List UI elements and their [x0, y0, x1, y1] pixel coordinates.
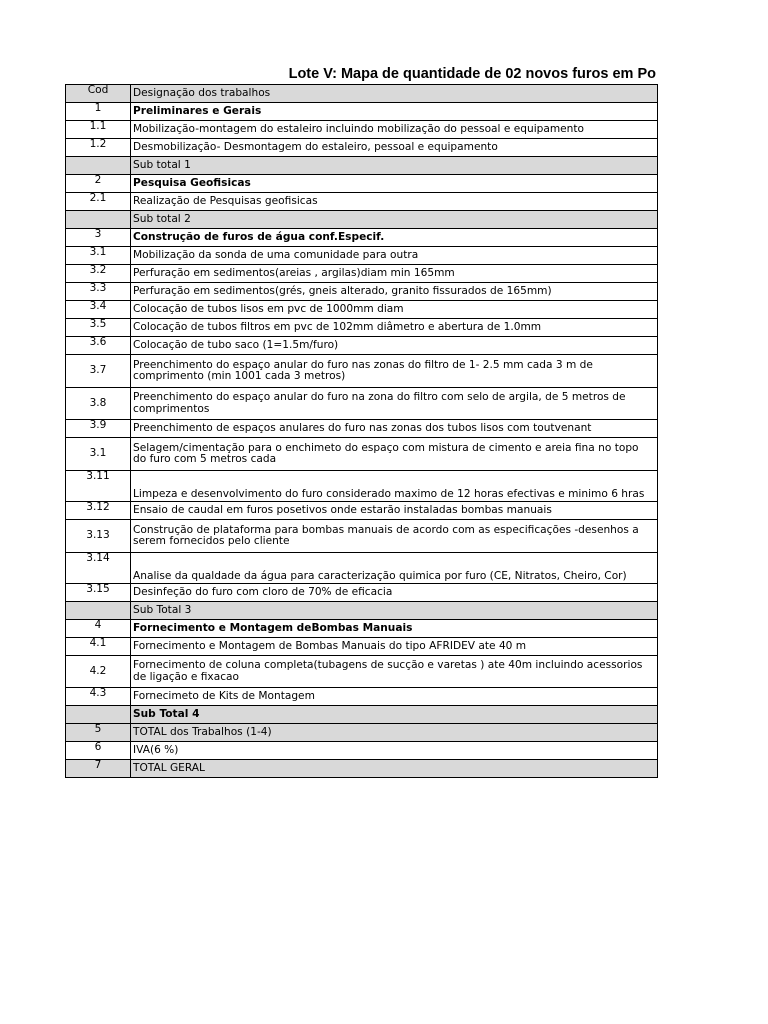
table-row [66, 265, 658, 283]
cell-cod [66, 157, 131, 175]
cell-cod: 1 [66, 103, 131, 121]
cell-designacao: Sub Total 4 [131, 706, 658, 724]
table-row [66, 337, 658, 355]
table-row [66, 103, 658, 121]
cell-cod: 2 [66, 175, 131, 193]
table-row [66, 175, 658, 193]
cell-cod: 3.15 [66, 584, 131, 602]
cell-cod: 3 [66, 229, 131, 247]
cell-cod: 3.6 [66, 337, 131, 355]
table-row [66, 319, 658, 337]
table-row [66, 471, 658, 502]
cell-cod: 3.12 [66, 502, 131, 520]
cell-designacao: Preenchimento do espaço anular do furo nas zonas do filtro de 1- 2.5 mm cada 3 m de comprimento (min 1001 cada 3 metros) [131, 355, 658, 388]
cell-designacao: Sub Total 3 [131, 602, 658, 620]
cell-cod [66, 211, 131, 229]
cell-designacao: Preenchimento do espaço anular do furo na zona do filtro com selo de argila, de 5 metros de comprimentos [131, 388, 658, 420]
cell-designacao: Construção de furos de água conf.Especif. [131, 229, 658, 247]
cell-designacao: TOTAL dos Trabalhos (1-4) [131, 724, 658, 742]
cell-cod: 3.3 [66, 283, 131, 301]
table-row [66, 283, 658, 301]
header-cod: Cod [66, 85, 131, 103]
table-row [66, 620, 658, 638]
cell-cod: 3.8 [66, 388, 131, 420]
table-header-row [66, 85, 658, 103]
cell-designacao: Perfuração em sedimentos(grés, gneis alterado, granito fissurados de 165mm) [131, 283, 658, 301]
cell-cod: 1.2 [66, 139, 131, 157]
table-row [66, 420, 658, 438]
subtotal-row [66, 706, 658, 724]
total-row [66, 760, 658, 778]
table-row [66, 584, 658, 602]
cell-designacao: Selagem/cimentação para o enchimeto do espaço com mistura de cimento e areia fina no topo do furo com 5 metros cada [131, 438, 658, 471]
cell-cod: 3.9 [66, 420, 131, 438]
cell-designacao: Desinfeção do furo com cloro de 70% de eficacia [131, 584, 658, 602]
cell-designacao: Colocação de tubos filtros em pvc de 102mm diâmetro e abertura de 1.0mm [131, 319, 658, 337]
cell-cod: 7 [66, 760, 131, 778]
cell-cod [66, 602, 131, 620]
table-row [66, 520, 658, 553]
cell-cod: 3.1 [66, 247, 131, 265]
cell-designacao: Fornecimento e Montagem deBombas Manuais [131, 620, 658, 638]
cell-cod: 6 [66, 742, 131, 760]
cell-cod: 3.1 [66, 438, 131, 471]
cell-designacao: Limpeza e desenvolvimento do furo considerado maximo de 12 horas efectivas e minimo 6 hras [131, 471, 658, 502]
cell-cod [66, 706, 131, 724]
cell-designacao: TOTAL GERAL [131, 760, 658, 778]
cell-designacao: Pesquisa Geofisicas [131, 175, 658, 193]
cell-designacao: Preenchimento de espaços anulares do furo nas zonas dos tubos lisos com toutvenant [131, 420, 658, 438]
cell-designacao: Preliminares e Gerais [131, 103, 658, 121]
cell-cod: 3.14 [66, 553, 131, 584]
sheet-title: Lote V: Mapa de quantidade de 02 novos furos em Po [288, 66, 656, 82]
table-row [66, 247, 658, 265]
cell-designacao: Perfuração em sedimentos(areias , argilas)diam min 165mm [131, 265, 658, 283]
cell-cod: 3.4 [66, 301, 131, 319]
table-row [66, 139, 658, 157]
cell-cod: 1.1 [66, 121, 131, 139]
total-row [66, 724, 658, 742]
cell-cod: 3.13 [66, 520, 131, 553]
cell-cod: 3.7 [66, 355, 131, 388]
cell-designacao: Colocação de tubos lisos em pvc de 1000mm diam [131, 301, 658, 319]
header-designacao: Designação dos trabalhos [131, 85, 658, 103]
table-row [66, 388, 658, 420]
cell-designacao: Sub total 2 [131, 211, 658, 229]
table-row [66, 355, 658, 388]
table-row [66, 502, 658, 520]
table-row [66, 193, 658, 211]
cell-cod: 5 [66, 724, 131, 742]
cell-designacao: Colocação de tubo saco (1=1.5m/furo) [131, 337, 658, 355]
subtotal-row [66, 602, 658, 620]
cell-cod: 4.3 [66, 688, 131, 706]
table-row [66, 656, 658, 688]
subtotal-row [66, 211, 658, 229]
cell-cod: 4.2 [66, 656, 131, 688]
cell-designacao: Analise da qualdade da água para caracterização quimica por furo (CE, Nitratos, Cheiro, Cor) [131, 553, 658, 584]
cell-cod: 4 [66, 620, 131, 638]
cell-designacao: Mobilização-montagem do estaleiro incluindo mobilização do pessoal e equipamento [131, 121, 658, 139]
cell-designacao: Sub total 1 [131, 157, 658, 175]
cell-designacao: Desmobilização- Desmontagem do estaleiro, pessoal e equipamento [131, 139, 658, 157]
cell-designacao: Fornecimeto de Kits de Montagem [131, 688, 658, 706]
works-table [65, 84, 658, 778]
cell-designacao: Fornecimento e Montagem de Bombas Manuais do tipo AFRIDEV ate 40 m [131, 638, 658, 656]
cell-cod: 3.2 [66, 265, 131, 283]
table-row [66, 121, 658, 139]
cell-cod: 2.1 [66, 193, 131, 211]
cell-designacao: IVA(6 %) [131, 742, 658, 760]
table-row [66, 438, 658, 471]
cell-designacao: Fornecimento de coluna completa(tubagens de sucção e varetas ) ate 40m incluindo acessorios de ligação e fixacao [131, 656, 658, 688]
cell-designacao: Construção de plataforma para bombas manuais de acordo com as especificações -desenhos a serem fornecidos pelo cliente [131, 520, 658, 553]
cell-cod: 3.5 [66, 319, 131, 337]
cell-designacao: Realização de Pesquisas geofisicas [131, 193, 658, 211]
table-row [66, 553, 658, 584]
table-row [66, 688, 658, 706]
table-row [66, 742, 658, 760]
table-row [66, 638, 658, 656]
cell-designacao: Ensaio de caudal em furos posetivos onde estarão instaladas bombas manuais [131, 502, 658, 520]
cell-cod: 4.1 [66, 638, 131, 656]
table-row [66, 229, 658, 247]
cell-designacao: Mobilização da sonda de uma comunidade para outra [131, 247, 658, 265]
table-row [66, 301, 658, 319]
subtotal-row [66, 157, 658, 175]
cell-cod: 3.11 [66, 471, 131, 502]
